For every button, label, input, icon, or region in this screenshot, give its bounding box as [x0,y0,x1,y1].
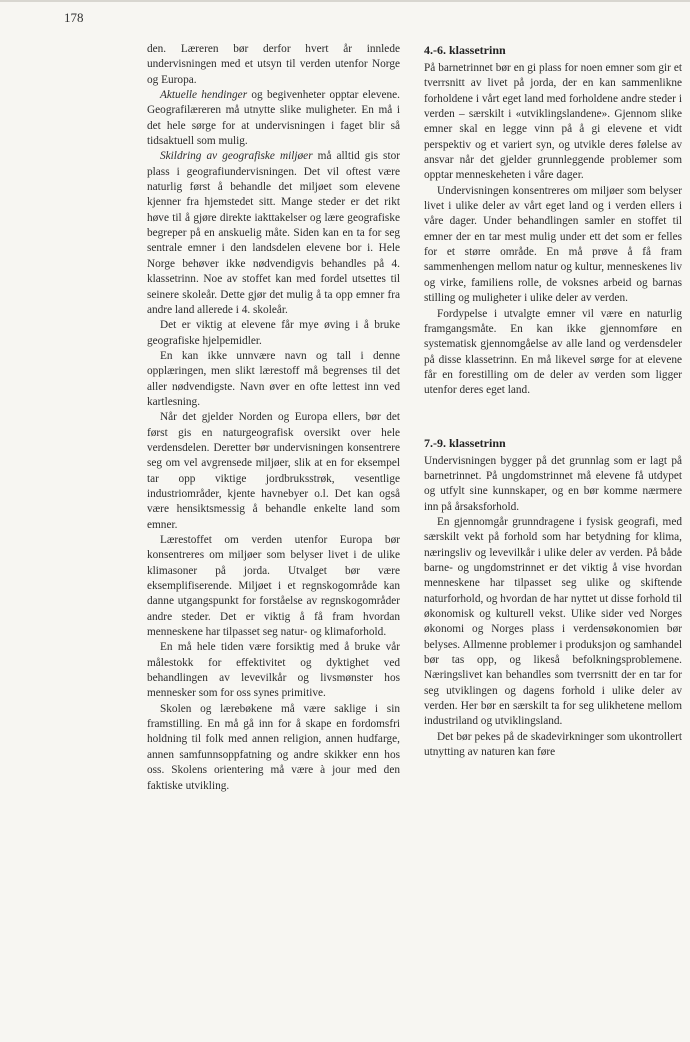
paragraph: den. Læreren bør derfor hvert år innlede undervisningen med et utsyn til verden utenfor Norge og Europa. [147,43,400,86]
paragraph-lead: Skildring av geografiske miljøer [160,150,313,163]
paragraph: Når det gjelder Norden og Europa ellers, bør det først gis en naturgeografisk oversikt over hele verdensdelen. Deretter bør undervisningen konsentrere seg om vel avgrensede miljøer, slik at en for eksempel tar opp viktige jordbruksstrøk, vesentlige industriområder, kjente havnebyer o.l. Det kan også være hensiktsmessig å behandle enkelte land som emner. [147,411,400,531]
paragraph [147,149,400,318]
paragraph-text: må alltid gis stor plass i geografiundervisningen. Det vil oftest være naturlig først å behandle det miljøet som elevene kjenner fra hjemstedet sitt. Mange steder er det rikt høve til å gjøre direkte iakttakelser og lære geografiske begreper på en anskuelig måte. Siden kan en ta for seg sentrale emner i den landsdelen elevene bor i. Hele Norge behøver ikke nødvendigvis behandles på 4. klassetrinn. Noe av stoffet kan med fordel utsettes til seinere skoleår. Dette gjør det mulig å ta opp emner fra andre land allerede i 4. skoleår. [147,150,400,316]
paragraph: Lærestoffet om verden utenfor Europa bør konsentreres om miljøer som belyser livet i de ulike klimasoner på jorda. Utvalget bør være eksemplifiserende. Miljøet i et regnskogområde kan danne utgangspunkt for forståelse av regnskogområder andre steder. Det er viktig å få fram hvordan menneskene har tilpasset seg natur- og klimaforhold. [147,534,400,639]
paragraph [147,88,400,149]
paragraph: Det bør pekes på de skadevirkninger som ukontrollert utnytting av naturen kan føre [424,730,682,759]
paragraph-lead: Aktuelle hendinger [160,89,248,102]
paragraph: På barnetrinnet bør en gi plass for noen emner som gir et tverrsnitt av livet på jorda, der en kan sammenlikne forholdene i vårt eget land med forholdene andre steder i verden – særskilt i «utviklingslandene». Gjennom slike emner skal en legge vinn på å gi elevene et vidt perspektiv og et variert syn, og utvikle deres følelse av ansvar når det gjelder grunnleggende problemer som opptar menneskeheten i våre dager. [424,62,682,182]
paragraph: En må hele tiden være forsiktig med å bruke vår målestokk for effektivitet og dyktighet ved behandlingen av levevilkår og livsmønster hos mennesker som for oss synes primitive. [147,641,400,700]
right-column [424,42,682,760]
left-column [147,42,400,794]
paragraph: Fordypelse i utvalgte emner vil være en naturlig framgangsmåte. En kan ikke gjennomføre en systematisk gjennomgåelse av alle land og verdensdeler på disse klassetrinn. En må likevel sørge for at elevene får en forestilling om de deler av verden som ligger utenfor deres eget land. [424,307,682,397]
page-number: 178 [64,10,84,25]
paragraph: Det er viktig at elevene får mye øving i å bruke geografiske hjelpemidler. [147,319,400,347]
section-heading-7-9: 7.-9. klassetrinn [424,435,506,450]
paragraph: En gjennomgår grunndragene i fysisk geografi, med særskilt vekt på forhold som har betydning for klima, næringsliv og levevilkår i ulike deler av verden. På både barne- og ungdomstrinnet er det viktig å vise hvordan menneskene har tilpasset seg ulike og skiftende naturforhold, og hvordan de har nyttet ut disse forhold til økonomisk og kulturell vekst. Ulike sider ved Norges økonomi og Norges plass i verdensøkonomien bør belyses. Allmenne problemer i produksjon og samhandel bør tas opp, og likeså befolkningsproblemene. Næringslivet kan behandles som tverrsnitt der en tar for seg utviklingen og dagens forhold i ulike deler av verden. Her bør en særskilt ta for seg ulikhetene mellom industriland og utviklingsland. [424,515,682,728]
section-heading-4-6: 4.-6. klassetrinn [424,43,506,57]
paragraph: Skolen og lærebøkene må være saklige i sin framstilling. En må gå inn for å skape en fordomsfri holdning til folk med annen religion, annen hudfarge, annen samfunnsoppfatning og andre skikker enn hos oss. Skolens orientering må være à jour med den faktiske utvikling. [147,702,400,792]
paragraph: Undervisningen konsentreres om miljøer som belyser livet i ulike deler av vårt eget land og i verden ellers i våre dager. Under behandlingen samler en stoffet til emner der en tar mest mulig under ett det som er felles for et større område. En må prøve å få fram sammenhengen mellom natur og kultur, menneskenes liv og virke, familiens rolle, de voksnes arbeid og barnas stilling og muligheter i ulike deler av verden. [424,184,682,305]
paragraph: En kan ikke unnvære navn og tall i denne opplæringen, men slikt lærestoff må begrenses til det aller nødvendigste. Navn øver en ofte lettest inn ved kartlesning. [147,349,400,408]
top-edge-line [0,0,690,2]
paragraph: Undervisningen bygger på det grunnlag som er lagt på barnetrinnet. På ungdomstrinnet må elevene få utdypet og utfylt sine kunnskaper, og en bør komme nærmere inn på årsaksforhold. [424,454,682,513]
paragraph-text: og begivenheter opptar elevene. Geografilæreren må utnytte slike muligheter. En må i det hele sørge for at undervisningen i faget blir så tidsaktuell som mulig. [147,89,401,148]
